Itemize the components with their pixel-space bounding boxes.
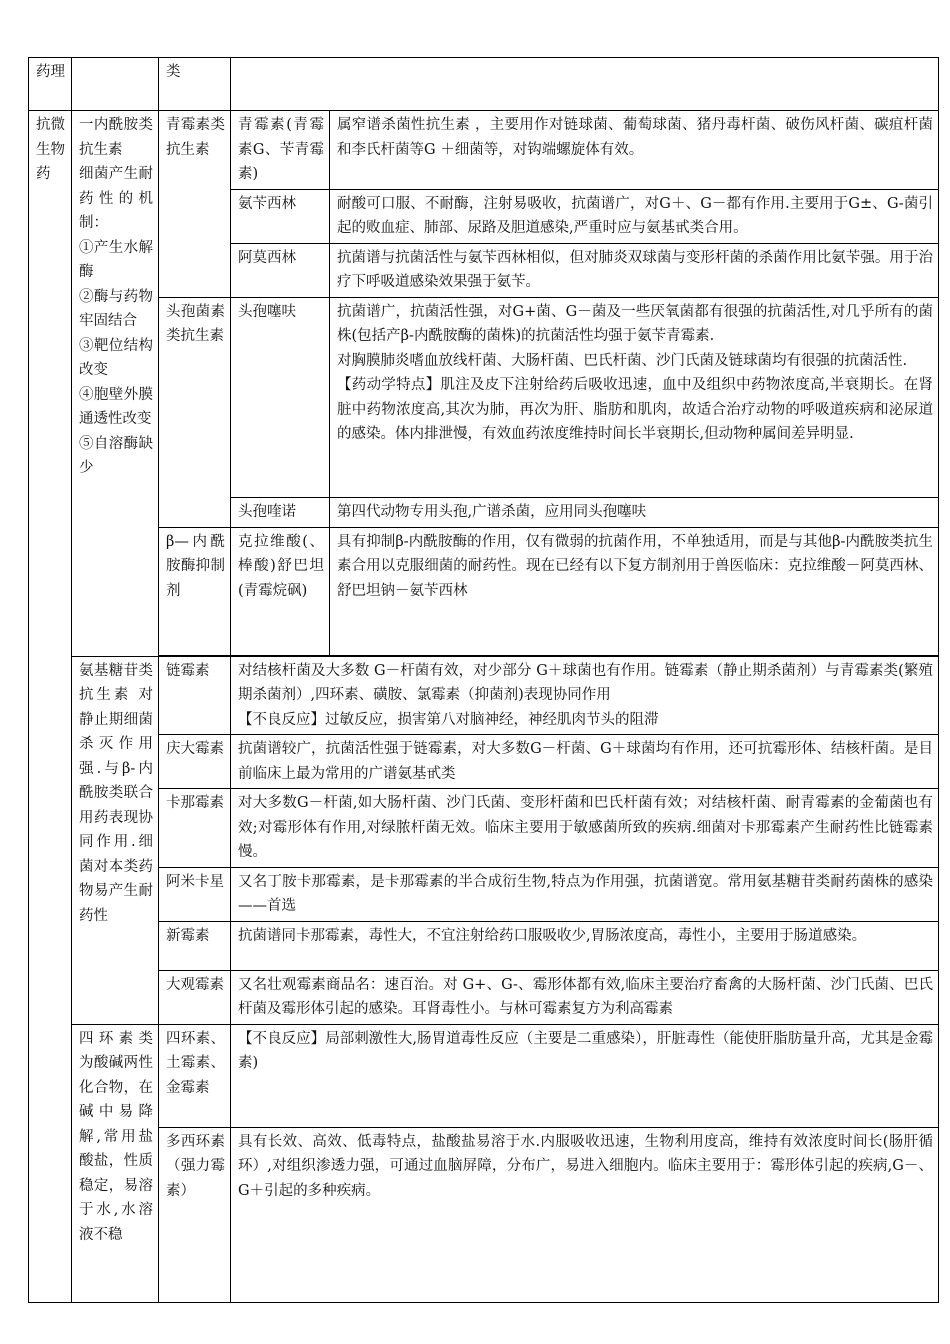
drug-desc: 属窄谱杀菌性抗生素 ，主要用作对链球菌、葡萄球菌、猪丹毒杆菌、破伤风杆菌、碳疽杆菌和李氏杆菌等G ＋细菌等，对钩端螺旋体有效。 [330, 111, 939, 190]
drug-name: 多西环素（强力霉素） [159, 1127, 231, 1302]
drug-desc: 耐酸可口服、不耐酶，注射易吸收，抗菌谱广，对G＋、G－都有作用.主要用于G±、G-菌引起的败血症、肺部、尿路及胆道感染,严重时应与氨基甙类合用。 [330, 189, 939, 243]
drug-name: 大观霉素 [159, 970, 231, 1024]
desc-paragraph: 【药动学特点】肌注及皮下注射给药后吸收迅速，血中及组织中药物浓度高,半衰期长。在肾脏中药物浓度高,其次为肺，再次为肝、脂肪和肌肉，故适合治疗动物的呼吸道疾病和泌尿道的感染。体内排泄慢，有效血药浓度维持时间长半衰期长,但动物种属间差异明显. [337, 377, 933, 442]
drug-name: 庆大霉素 [159, 735, 231, 789]
table-row [29, 789, 939, 868]
drug-name: 四环素、土霉素、金霉素 [159, 1024, 231, 1127]
resistance-item: ②酶与药物牢固结合 [79, 288, 153, 329]
table-row [29, 656, 939, 735]
drug-desc: 具有抑制β-内酰胺酶的作用，仅有微弱的抗菌作用，不单独适用，而是与其他β-内酰胺类抗生素合用以克服细菌的耐药性。现在已经有以下复方制剂用于兽医临床：克拉维酸－阿莫西林、舒巴坦钠－氨苄西林 [330, 527, 939, 655]
drug-desc: 抗菌谱同卡那霉素，毒性大，不宜注射给药口服吸收少,胃肠浓度高，毒性小，主要用于肠道感染。 [231, 921, 939, 970]
resistance-intro: 细菌产生耐药性的机制： [79, 166, 153, 231]
inhibitors-class-cell: β—内酰胺酶抑制剂 [159, 527, 231, 655]
resistance-item: ④胞壁外膜通透性改变 [79, 386, 153, 427]
drug-name: 头孢喹诺 [231, 497, 330, 527]
category-cell: 抗微生物药 [29, 111, 72, 1303]
drug-name: 克拉维酸(、棒酸)舒巴坦(青霉烷砜) [231, 527, 330, 655]
resistance-item: ①产生水解酶 [79, 239, 153, 280]
table-row [29, 970, 939, 1024]
drug-name: 青霉素(青霉素G、苄青霉素) [231, 111, 330, 190]
drug-desc: 第四代动物专用头孢,广谱杀菌，应用同头孢噻呋 [330, 497, 939, 527]
resistance-item: ③靶位结构改变 [79, 337, 153, 378]
aminoglycosides-group-cell: 氨基糖苷类抗生素 对静止期细菌杀灭作用强.与β-内酰胺类联合用药表现协同作用.细菌对本类药物易产生耐药性 [72, 656, 159, 1024]
cephalosporins-class-cell: 头孢菌素类抗生素 [159, 297, 231, 527]
table-row [29, 1127, 939, 1302]
desc-paragraph: 对结核杆菌及大多数 G－杆菌有效，对少部分 G＋球菌也有作用。链霉素（静止期杀菌剂）与青霉素类(繁殖期杀菌剂）,四环素、磺胺、氯霉素（抑菌剂)表现协同作用 [238, 662, 933, 703]
desc-paragraph: 对胸膜肺炎嗜血放线杆菌、大肠杆菌、巴氏杆菌、沙门氏菌及链球菌均有很强的抗菌活性. [337, 352, 908, 369]
drug-name: 新霉素 [159, 921, 231, 970]
header-class: 类 [159, 58, 231, 111]
table-row [29, 735, 939, 789]
table-row [29, 297, 939, 497]
table-row [29, 111, 939, 190]
desc-paragraph: 【不良反应】过敏反应，损害第八对脑神经，神经肌肉节头的阻滞 [238, 711, 659, 728]
header-row [29, 58, 939, 111]
drug-desc: 抗菌谱较广，抗菌活性强于链霉素，对大多数G－杆菌、G＋球菌均有作用，还可抗霉形体、结核杆菌。是目前临床上最为常用的广谱氨基甙类 [231, 735, 939, 789]
drug-name: 氨苄西林 [231, 189, 330, 243]
tetracyclines-group-cell: 四环素类 为酸碱两性化合物，在碱中易降解,常用盐酸盐，性质稳定，易溶于水,水溶液不稳 [72, 1024, 159, 1302]
desc-paragraph: 抗菌谱广，抗菌活性强，对G+菌、G－菌及一些厌氧菌都有很强的抗菌活性,对几乎所有的菌株(包括产β-内酰胺酶的菌株)的抗菌活性均强于氨苄青霉素. [337, 303, 933, 344]
penicillins-class-cell: 青霉素类抗生素 [159, 111, 231, 298]
beta-lactam-group-title: 一内酰胺类抗生素 [79, 117, 153, 158]
drug-desc [231, 656, 939, 735]
drug-name: 阿莫西林 [231, 243, 330, 297]
table-row [29, 1024, 939, 1127]
drug-name: 阿米卡星 [159, 867, 231, 921]
drug-desc: 抗菌谱与抗菌活性与氨苄西林相似，但对肺炎双球菌与变形杆菌的杀菌作用比氨苄强。用于治疗下呼吸道感染效果强于氨苄。 [330, 243, 939, 297]
table-row [29, 867, 939, 921]
drug-desc: 又名壮观霉素商品名：速百治。对 G+、G-、霉形体都有效,临床主要治疗畜禽的大肠杆菌、沙门氏菌、巴氏杆菌及霉形体引起的感染。耳肾毒性小。与林可霉素复方为利高霉素 [231, 970, 939, 1024]
header-pharmacology: 药理 [29, 58, 72, 111]
resistance-item: ⑤自溶酶缺少 [79, 435, 153, 476]
header-empty-cell [72, 58, 159, 111]
table-row [29, 921, 939, 970]
table-row [29, 527, 939, 655]
drug-name: 链霉素 [159, 656, 231, 735]
drug-desc: 对大多数G－杆菌,如大肠杆菌、沙门氏菌、变形杆菌和巴氏杆菌有效；对结核杆菌、耐青霉素的金葡菌也有效;对霉形体有作用,对绿脓杆菌无效。临床主要用于敏感菌所致的疾病.细菌对卡那霉素产生耐药性比链霉素慢。 [231, 789, 939, 868]
drug-desc: 又名丁胺卡那霉素，是卡那霉素的半合成衍生物,特点为作用强，抗菌谱宽。常用氨基糖苷类耐药菌株的感染——首选 [231, 867, 939, 921]
drug-name: 头孢噻呋 [231, 297, 330, 497]
drug-name: 卡那霉素 [159, 789, 231, 868]
drug-desc: 具有长效、高效、低毒特点，盐酸盐易溶于水.内服吸收迅速，生物利用度高，维持有效浓度时间长(肠肝循环）,对组织渗透力强，可通过血脑屏障，分布广，易进入细胞内。临床主要用于：霉形体引起的疾病,G－、G＋引起的多种疾病。 [231, 1127, 939, 1302]
header-blank [231, 58, 939, 111]
drug-desc: 【不良反应】局部刺激性大,肠胃道毒性反应（主要是二重感染），肝脏毒性（能使肝脂肪量升高，尤其是金霉素) [231, 1024, 939, 1127]
drug-desc [330, 297, 939, 497]
beta-lactam-group-cell [72, 111, 159, 657]
drug-table [28, 57, 939, 1303]
